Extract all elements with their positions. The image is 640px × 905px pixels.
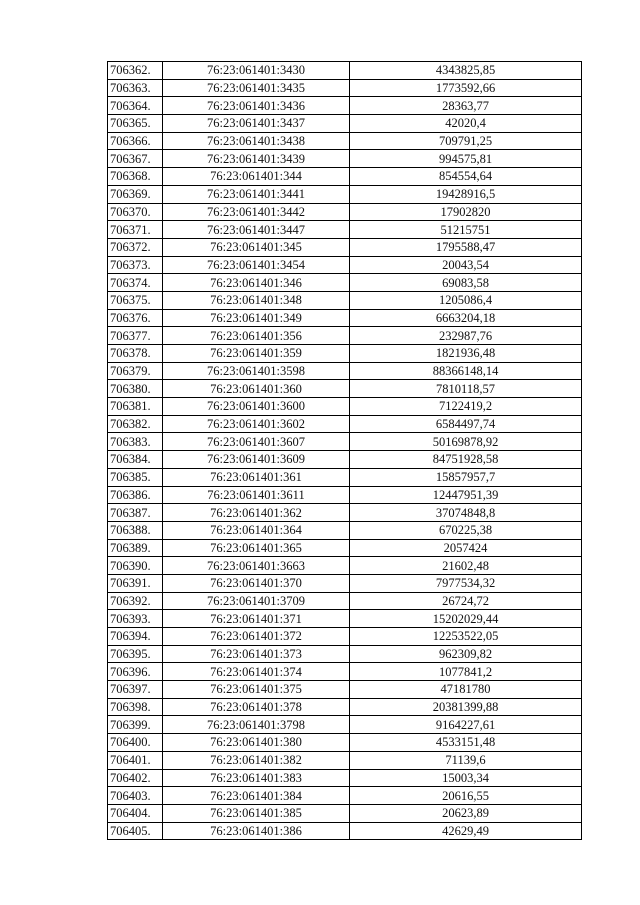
row-number-cell: 706364. — [108, 97, 163, 115]
cadastral-value-cell: 994575,81 — [350, 150, 582, 168]
cadastral-value-cell: 69083,58 — [350, 274, 582, 292]
cadastral-value-cell: 7977534,32 — [350, 574, 582, 592]
cadastral-number-cell: 76:23:061401:3454 — [163, 256, 350, 274]
row-number-cell: 706365. — [108, 115, 163, 133]
cadastral-value-cell: 670225,38 — [350, 521, 582, 539]
cadastral-value-cell: 15003,34 — [350, 769, 582, 787]
table-row — [108, 327, 582, 345]
row-number-cell: 706396. — [108, 663, 163, 681]
table-row — [108, 79, 582, 97]
table-row — [108, 574, 582, 592]
cadastral-number-cell: 76:23:061401:356 — [163, 327, 350, 345]
cadastral-number-cell: 76:23:061401:3438 — [163, 132, 350, 150]
row-number-cell: 706362. — [108, 62, 163, 80]
cadastral-number-cell: 76:23:061401:3600 — [163, 398, 350, 416]
table-row — [108, 398, 582, 416]
cadastral-value-cell: 1821936,48 — [350, 345, 582, 363]
row-number-cell: 706402. — [108, 769, 163, 787]
row-number-cell: 706373. — [108, 256, 163, 274]
row-number-cell: 706391. — [108, 574, 163, 592]
table-row — [108, 663, 582, 681]
row-number-cell: 706403. — [108, 787, 163, 805]
table-row — [108, 645, 582, 663]
cadastral-value-cell: 84751928,58 — [350, 451, 582, 469]
row-number-cell: 706405. — [108, 822, 163, 840]
cadastral-value-cell: 2057424 — [350, 539, 582, 557]
cadastral-value-cell: 4343825,85 — [350, 62, 582, 80]
table-row — [108, 681, 582, 699]
cadastral-value-cell: 51215751 — [350, 221, 582, 239]
table-row — [108, 62, 582, 80]
cadastral-value-cell: 88366148,14 — [350, 362, 582, 380]
cadastral-value-cell: 20043,54 — [350, 256, 582, 274]
cadastral-value-cell: 71139,6 — [350, 751, 582, 769]
cadastral-number-cell: 76:23:061401:3430 — [163, 62, 350, 80]
table-row — [108, 539, 582, 557]
row-number-cell: 706383. — [108, 433, 163, 451]
table-row — [108, 291, 582, 309]
cadastral-number-cell: 76:23:061401:375 — [163, 681, 350, 699]
table-row — [108, 238, 582, 256]
cadastral-value-cell: 709791,25 — [350, 132, 582, 150]
row-number-cell: 706401. — [108, 751, 163, 769]
table-row — [108, 415, 582, 433]
cadastral-value-cell: 42629,49 — [350, 822, 582, 840]
cadastral-number-cell: 76:23:061401:364 — [163, 521, 350, 539]
table-row — [108, 557, 582, 575]
cadastral-number-cell: 76:23:061401:382 — [163, 751, 350, 769]
table-row — [108, 521, 582, 539]
cadastral-number-cell: 76:23:061401:349 — [163, 309, 350, 327]
row-number-cell: 706380. — [108, 380, 163, 398]
row-number-cell: 706399. — [108, 716, 163, 734]
cadastral-number-cell: 76:23:061401:344 — [163, 168, 350, 186]
cadastral-number-cell: 76:23:061401:3442 — [163, 203, 350, 221]
table-row — [108, 804, 582, 822]
cadastral-value-cell: 37074848,8 — [350, 504, 582, 522]
row-number-cell: 706386. — [108, 486, 163, 504]
table-row — [108, 132, 582, 150]
table-row — [108, 592, 582, 610]
cadastral-number-cell: 76:23:061401:3435 — [163, 79, 350, 97]
cadastral-value-cell: 9164227,61 — [350, 716, 582, 734]
cadastral-number-cell: 76:23:061401:360 — [163, 380, 350, 398]
row-number-cell: 706371. — [108, 221, 163, 239]
table-row — [108, 698, 582, 716]
cadastral-number-cell: 76:23:061401:3798 — [163, 716, 350, 734]
cadastral-number-cell: 76:23:061401:3436 — [163, 97, 350, 115]
cadastral-value-cell: 7122419,2 — [350, 398, 582, 416]
cadastral-value-cell: 42020,4 — [350, 115, 582, 133]
cadastral-number-cell: 76:23:061401:3709 — [163, 592, 350, 610]
cadastral-value-cell: 20381399,88 — [350, 698, 582, 716]
cadastral-number-cell: 76:23:061401:378 — [163, 698, 350, 716]
table-row — [108, 716, 582, 734]
table-row — [108, 504, 582, 522]
cadastral-value-cell: 47181780 — [350, 681, 582, 699]
cadastral-number-cell: 76:23:061401:372 — [163, 628, 350, 646]
cadastral-value-cell: 6584497,74 — [350, 415, 582, 433]
cadastral-value-cell: 1773592,66 — [350, 79, 582, 97]
row-number-cell: 706369. — [108, 185, 163, 203]
cadastral-number-cell: 76:23:061401:3447 — [163, 221, 350, 239]
row-number-cell: 706385. — [108, 468, 163, 486]
row-number-cell: 706378. — [108, 345, 163, 363]
row-number-cell: 706384. — [108, 451, 163, 469]
row-number-cell: 706387. — [108, 504, 163, 522]
row-number-cell: 706376. — [108, 309, 163, 327]
cadastral-value-cell: 17902820 — [350, 203, 582, 221]
table-row — [108, 185, 582, 203]
table-row — [108, 751, 582, 769]
table-row — [108, 221, 582, 239]
cadastral-number-cell: 76:23:061401:3602 — [163, 415, 350, 433]
row-number-cell: 706377. — [108, 327, 163, 345]
table-row — [108, 628, 582, 646]
table-row — [108, 610, 582, 628]
cadastral-number-cell: 76:23:061401:362 — [163, 504, 350, 522]
table-row — [108, 362, 582, 380]
row-number-cell: 706400. — [108, 734, 163, 752]
row-number-cell: 706375. — [108, 291, 163, 309]
table-body — [108, 62, 582, 840]
row-number-cell: 706379. — [108, 362, 163, 380]
cadastral-number-cell: 76:23:061401:370 — [163, 574, 350, 592]
table-row — [108, 451, 582, 469]
cadastral-number-cell: 76:23:061401:386 — [163, 822, 350, 840]
table-row — [108, 380, 582, 398]
cadastral-value-cell: 20623,89 — [350, 804, 582, 822]
table-row — [108, 168, 582, 186]
row-number-cell: 706392. — [108, 592, 163, 610]
cadastral-number-cell: 76:23:061401:380 — [163, 734, 350, 752]
cadastral-number-cell: 76:23:061401:359 — [163, 345, 350, 363]
row-number-cell: 706374. — [108, 274, 163, 292]
cadastral-number-cell: 76:23:061401:3598 — [163, 362, 350, 380]
row-number-cell: 706388. — [108, 521, 163, 539]
cadastral-number-cell: 76:23:061401:3609 — [163, 451, 350, 469]
row-number-cell: 706390. — [108, 557, 163, 575]
cadastral-value-cell: 4533151,48 — [350, 734, 582, 752]
cadastral-number-cell: 76:23:061401:3663 — [163, 557, 350, 575]
row-number-cell: 706393. — [108, 610, 163, 628]
cadastral-value-cell: 854554,64 — [350, 168, 582, 186]
cadastral-number-cell: 76:23:061401:3611 — [163, 486, 350, 504]
row-number-cell: 706382. — [108, 415, 163, 433]
cadastral-value-cell: 962309,82 — [350, 645, 582, 663]
cadastral-value-table — [107, 61, 582, 840]
table-row — [108, 150, 582, 168]
cadastral-number-cell: 76:23:061401:3607 — [163, 433, 350, 451]
cadastral-value-cell: 26724,72 — [350, 592, 582, 610]
table-row — [108, 345, 582, 363]
row-number-cell: 706404. — [108, 804, 163, 822]
cadastral-number-cell: 76:23:061401:373 — [163, 645, 350, 663]
table-row — [108, 433, 582, 451]
cadastral-number-cell: 76:23:061401:384 — [163, 787, 350, 805]
row-number-cell: 706398. — [108, 698, 163, 716]
row-number-cell: 706394. — [108, 628, 163, 646]
table-row — [108, 274, 582, 292]
cadastral-number-cell: 76:23:061401:361 — [163, 468, 350, 486]
table-row — [108, 822, 582, 840]
row-number-cell: 706381. — [108, 398, 163, 416]
cadastral-value-cell: 12253522,05 — [350, 628, 582, 646]
row-number-cell: 706370. — [108, 203, 163, 221]
cadastral-value-cell: 6663204,18 — [350, 309, 582, 327]
cadastral-value-cell: 28363,77 — [350, 97, 582, 115]
cadastral-value-cell: 1205086,4 — [350, 291, 582, 309]
cadastral-value-cell: 21602,48 — [350, 557, 582, 575]
cadastral-value-cell: 1077841,2 — [350, 663, 582, 681]
cadastral-number-cell: 76:23:061401:385 — [163, 804, 350, 822]
row-number-cell: 706363. — [108, 79, 163, 97]
cadastral-number-cell: 76:23:061401:348 — [163, 291, 350, 309]
row-number-cell: 706368. — [108, 168, 163, 186]
cadastral-value-cell: 232987,76 — [350, 327, 582, 345]
row-number-cell: 706367. — [108, 150, 163, 168]
table-row — [108, 468, 582, 486]
row-number-cell: 706366. — [108, 132, 163, 150]
cadastral-value-cell: 19428916,5 — [350, 185, 582, 203]
cadastral-number-cell: 76:23:061401:374 — [163, 663, 350, 681]
cadastral-number-cell: 76:23:061401:383 — [163, 769, 350, 787]
table-row — [108, 787, 582, 805]
table-row — [108, 734, 582, 752]
cadastral-value-cell: 50169878,92 — [350, 433, 582, 451]
cadastral-value-cell: 12447951,39 — [350, 486, 582, 504]
cadastral-number-cell: 76:23:061401:3437 — [163, 115, 350, 133]
row-number-cell: 706389. — [108, 539, 163, 557]
cadastral-value-cell: 15202029,44 — [350, 610, 582, 628]
table-row — [108, 486, 582, 504]
cadastral-number-cell: 76:23:061401:371 — [163, 610, 350, 628]
cadastral-number-cell: 76:23:061401:3441 — [163, 185, 350, 203]
cadastral-number-cell: 76:23:061401:365 — [163, 539, 350, 557]
cadastral-number-cell: 76:23:061401:3439 — [163, 150, 350, 168]
row-number-cell: 706397. — [108, 681, 163, 699]
table-row — [108, 769, 582, 787]
cadastral-number-cell: 76:23:061401:345 — [163, 238, 350, 256]
table-row — [108, 97, 582, 115]
cadastral-number-cell: 76:23:061401:346 — [163, 274, 350, 292]
cadastral-value-cell: 7810118,57 — [350, 380, 582, 398]
cadastral-value-cell: 1795588,47 — [350, 238, 582, 256]
row-number-cell: 706372. — [108, 238, 163, 256]
table-row — [108, 256, 582, 274]
cadastral-value-cell: 15857957,7 — [350, 468, 582, 486]
table-row — [108, 203, 582, 221]
table-row — [108, 309, 582, 327]
table-row — [108, 115, 582, 133]
cadastral-value-cell: 20616,55 — [350, 787, 582, 805]
row-number-cell: 706395. — [108, 645, 163, 663]
